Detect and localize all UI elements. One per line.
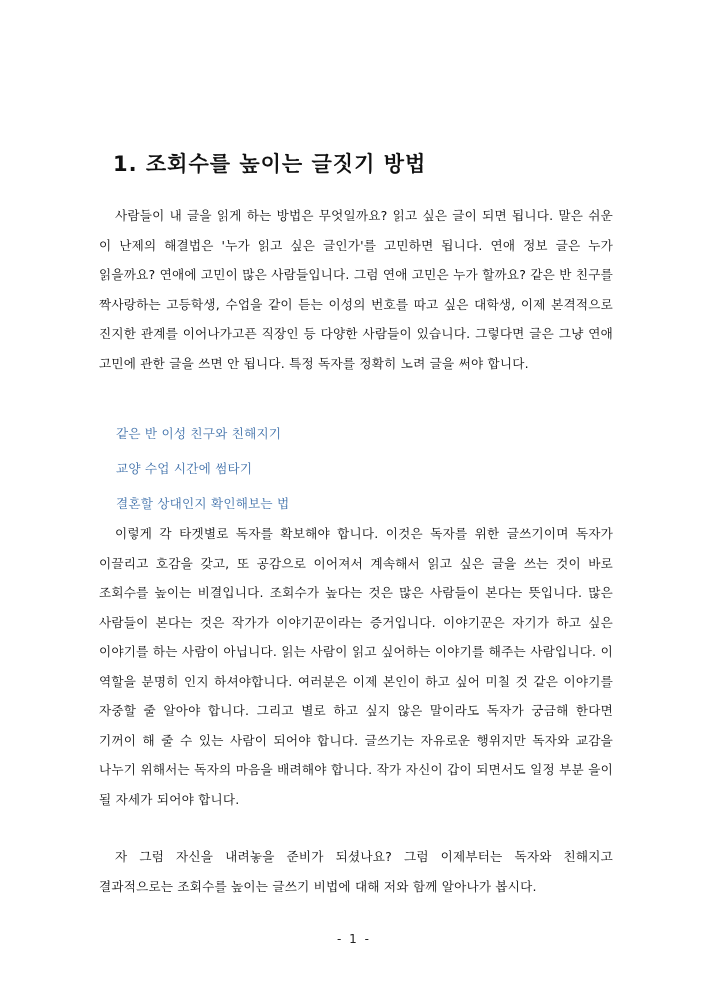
list-item: 교양 수업 시간에 썸타기 — [116, 461, 253, 476]
list-item: 결혼할 상대인지 확인해보는 법 — [116, 496, 290, 511]
target-topic-list — [116, 416, 289, 521]
list-item: 같은 반 이성 친구와 친해지기 — [116, 426, 282, 441]
explanation-paragraph: 이렇게 각 타겟별로 독자를 확보해야 합니다. 이것은 독자를 위한 글쓰기이며 독자가 이끌리고 호감을 갖고, 또 공감으로 이어져서 계속해서 읽고 싶은 글을 쓰는 것이 바로 조회수를 높이는 비결입니다. 조회수가 높다는 것은 많은 사람들이 본다는 뜻입니다. 많은 사람들이 본다는 것은 작가가 이야기꾼이라는 증거입니다. 이야기꾼은 자기가 하고 싶은 이야기를 하는 사람이 아닙니다. 읽는 사람이 읽고 싶어하는 이야기를 해주는 사람입니다. 이 역할을 분명히 인지 하셔야합니다. 여러분은 이제 본인이 하고 싶어 미칠 것 같은 이야기를 자중할 줄 알아야 합니다. 그리고 별로 하고 싶지 않은 말이라도 독자가 궁금해 한다면 기꺼이 해 줄 수 있는 사람이 되어야 합니다. 글쓰기는 자유로운 행위지만 독자와 교감을 나누기 위해서는 독자의 마음을 배려해야 합니다. 작가 자신이 갑이 되면서도 일정 부분 을이 될 자세가 되어야 합니다. — [99, 526, 613, 807]
intro-paragraph: 사람들이 내 글을 읽게 하는 방법은 무엇일까요? 읽고 싶은 글이 되면 됩니다. 말은 쉬운 이 난제의 해결법은 '누가 읽고 싶은 글인가'를 고민하면 됩니다. 연애 정보 글은 누가 읽을까요? 연애에 고민이 많은 사람들입니다. 그럼 연애 고민은 누가 할까요? 같은 반 친구를 짝사랑하는 고등학생, 수업을 같이 듣는 이성의 번호를 따고 싶은 대학생, 이제 본격적으로 진지한 관계를 이어나가고픈 직장인 등 다양한 사람들이 있습니다. 그렇다면 글은 그냥 연애 고민에 관한 글을 쓰면 안 됩니다. 특정 독자를 정확히 노려 글을 써야 합니다. — [99, 208, 613, 371]
page-number: - 1 - — [337, 932, 371, 946]
closing-paragraph: 자 그럼 자신을 내려놓을 준비가 되셨나요? 그럼 이제부터는 독자와 친해지고 결과적으로는 조회수를 높이는 글쓰기 비법에 대해 저와 함께 알아나가 봅시다. — [99, 849, 613, 894]
section-title: 1. 조회수를 높이는 글짓기 방법 — [113, 152, 427, 176]
